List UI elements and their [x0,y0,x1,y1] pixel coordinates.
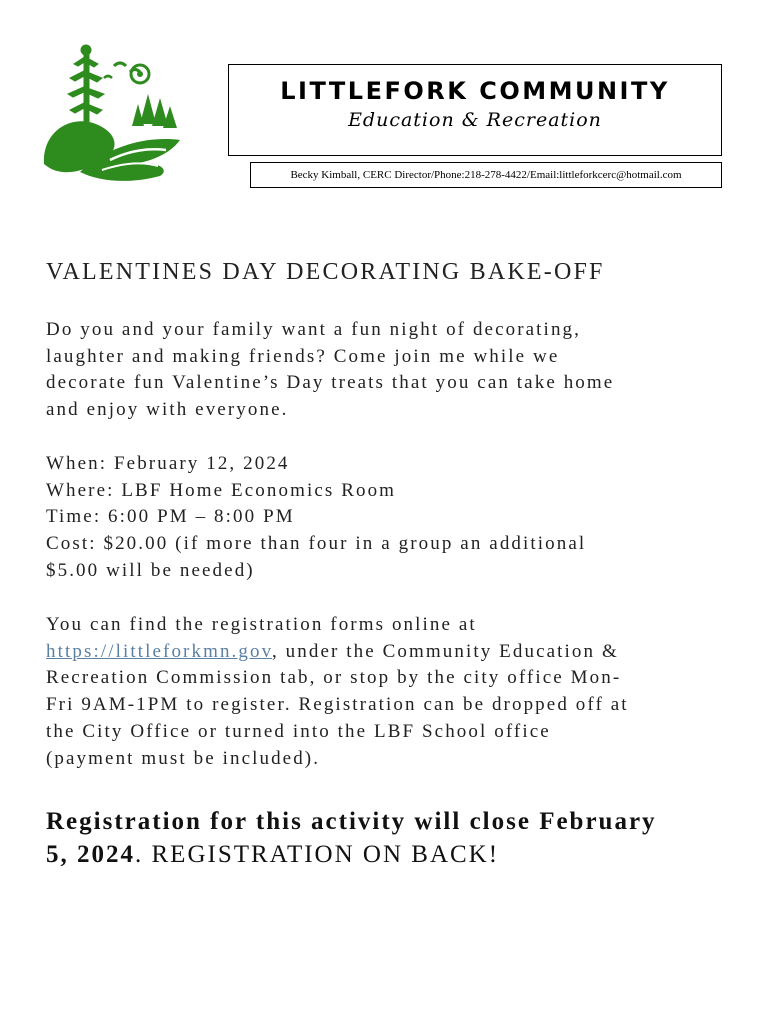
registration-line-with-link [46,639,736,666]
intro-line: Do you and your family want a fun night of decorating, [46,319,581,340]
contact-info: Becky Kimball, CERC Director/Phone:218-278-4422/Email:littleforkcerc@hotmail.com [250,162,722,188]
organization-subtitle: Education & Recreation [348,109,602,131]
registration-line-rest: , under the Community Education & [271,640,619,662]
registration-line: You can find the registration forms online at [46,614,477,635]
registration-line: Fri 9AM-1PM to register. Registration can be dropped off at [46,694,629,716]
organization-title-box [228,64,722,156]
registration-info [46,612,736,772]
intro-line: laughter and making friends? Come join me while we [46,345,560,367]
intro-paragraph [46,317,736,424]
event-where: Where: LBF Home Economics Room [46,479,397,501]
littlefork-tree-logo-icon [40,44,182,184]
deadline-date: 5, 2024 [46,841,135,868]
registration-line: Recreation Commission tab, or stop by the city office Mon- [46,667,622,689]
event-when: When: February 12, 2024 [46,453,290,474]
event-cost-extra: $5.00 will be needed) [46,559,255,581]
deadline-bold-text: Registration for this activity will close February [46,808,657,835]
registration-website-link[interactable]: https://littleforkmn.gov [46,640,272,662]
event-title: VALENTINES DAY DECORATING BAKE-OFF [46,259,605,285]
organization-name: LITTLEFORK COMMUNITY [280,77,670,105]
registration-deadline-notice [46,805,746,871]
event-details [46,451,736,585]
registration-on-back: . REGISTRATION ON BACK! [135,841,500,868]
event-cost: Cost: $20.00 (if more than four in a group an additional [46,533,587,555]
intro-line: and enjoy with everyone. [46,399,289,421]
registration-line: (payment must be included). [46,747,321,769]
intro-line: decorate fun Valentine’s Day treats that you can take home [46,372,615,394]
registration-line: the City Office or turned into the LBF School office [46,720,551,742]
event-time: Time: 6:00 PM – 8:00 PM [46,506,295,528]
